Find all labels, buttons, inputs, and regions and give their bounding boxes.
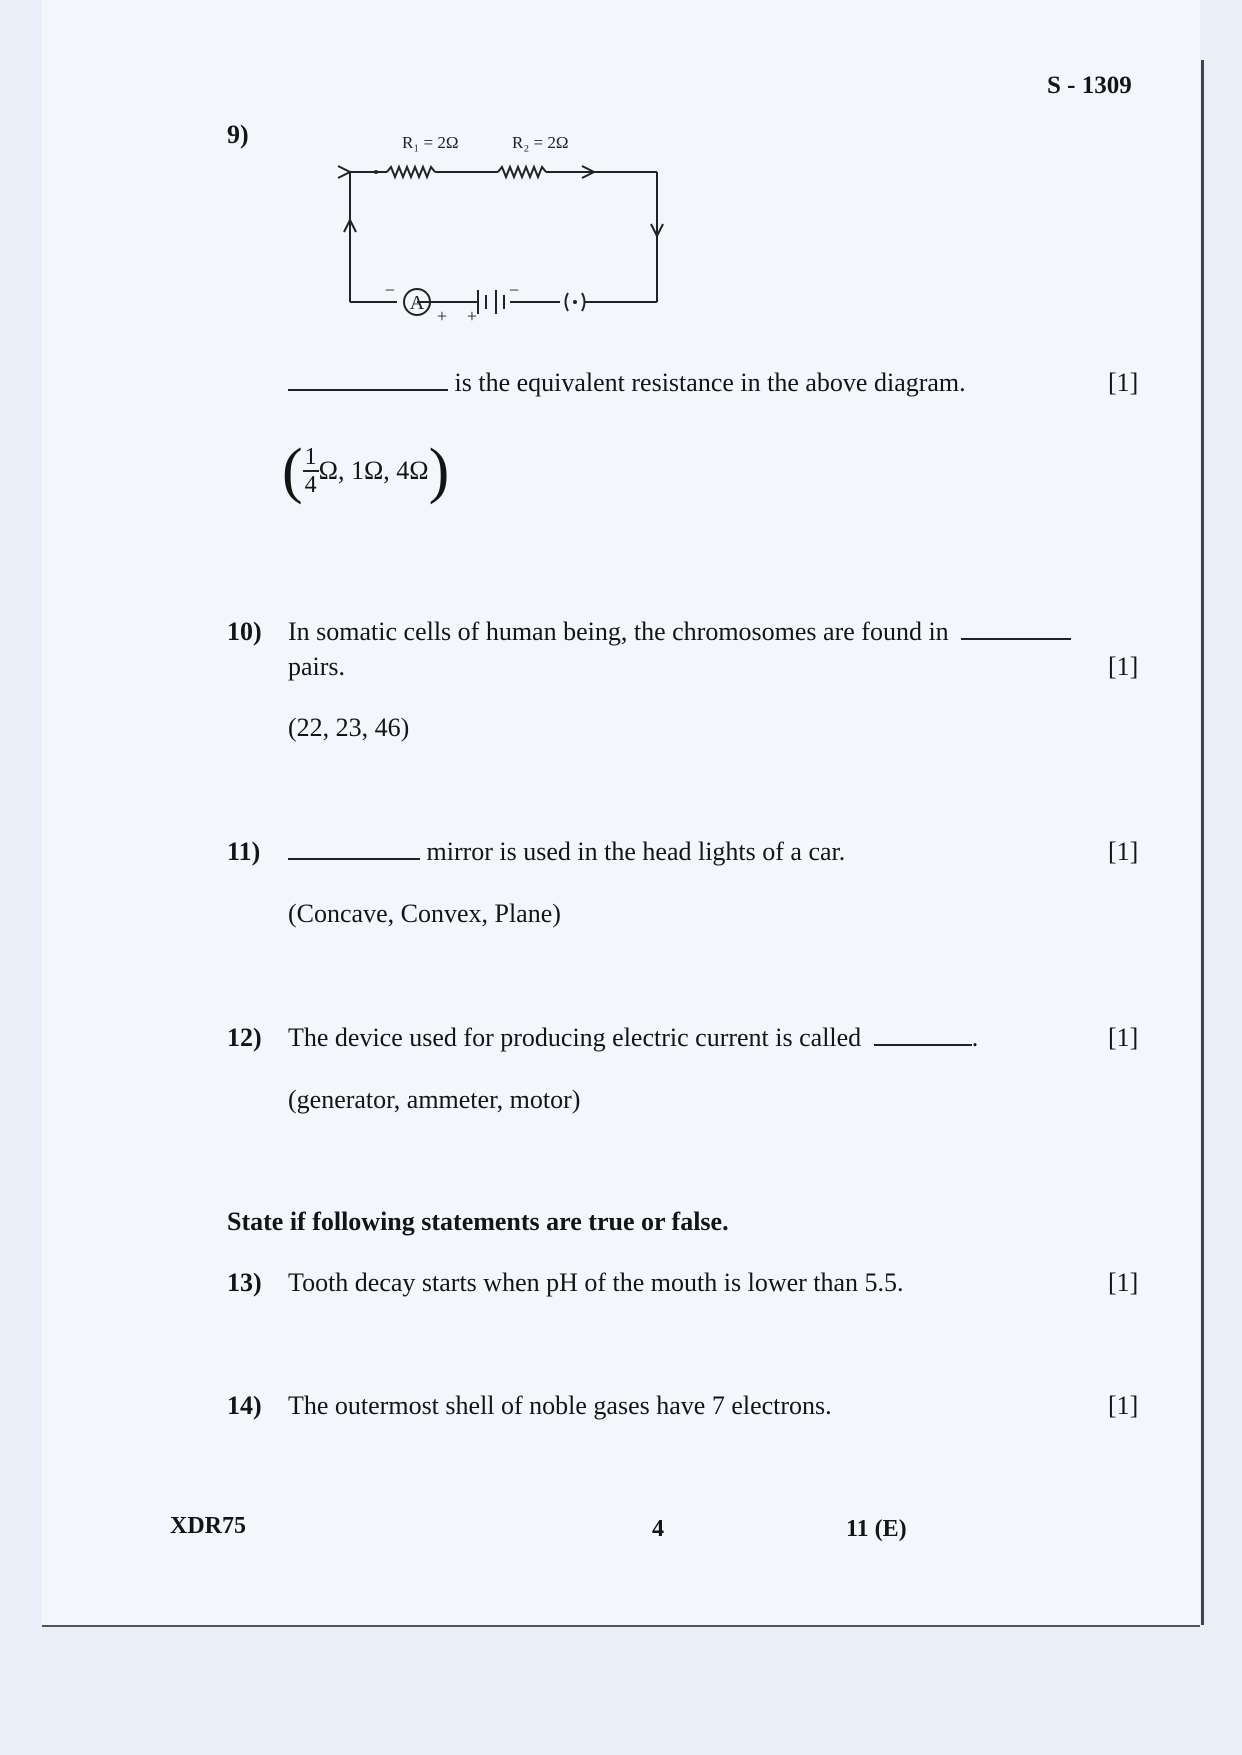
q10-mark: [1] — [1108, 652, 1139, 681]
q10-choices: (22, 23, 46) — [288, 713, 410, 742]
q12-mark: [1] — [1108, 1023, 1139, 1052]
q12-number: 12) — [227, 1023, 262, 1052]
battery-minus: − — [508, 280, 520, 300]
q12-text: The device used for producing electric current is called — [288, 1023, 862, 1052]
q10-number: 10) — [227, 617, 262, 646]
q10-blank — [961, 618, 1071, 640]
q12-blank — [874, 1024, 972, 1046]
right-paren: ) — [428, 437, 450, 505]
q12-question — [288, 1023, 978, 1053]
fraction-numerator: 1 — [304, 444, 317, 470]
fraction — [303, 444, 319, 498]
q9-mark: [1] — [1108, 368, 1139, 397]
q9-choices — [282, 437, 450, 505]
q14-number: 14) — [227, 1391, 262, 1420]
q9-number: 9) — [227, 120, 249, 149]
q11-text: mirror is used in the head lights of a car. — [426, 837, 846, 866]
q14-text: The outermost shell of noble gases have 7 electrons. — [288, 1391, 832, 1420]
ammeter-plus: + — [436, 306, 448, 326]
ammeter-minus: − — [384, 280, 396, 300]
q11-number: 11) — [227, 837, 261, 866]
q14-mark: [1] — [1108, 1391, 1139, 1420]
q13-mark: [1] — [1108, 1268, 1139, 1297]
q12-choices: (generator, ammeter, motor) — [288, 1085, 581, 1114]
left-paren: ( — [282, 437, 303, 505]
q13-text: Tooth decay starts when pH of the mouth is lower than 5.5. — [288, 1268, 904, 1297]
page-number: 4 — [652, 1516, 664, 1542]
paper-code: S - 1309 — [1047, 72, 1132, 99]
footer-version: 11 (E) — [846, 1516, 907, 1542]
ammeter-label: A — [409, 292, 425, 314]
q13-number: 13) — [227, 1268, 262, 1297]
r2-label: R₂ = 2Ω — [512, 133, 569, 152]
q9-blank — [288, 369, 448, 391]
choice-values: Ω, 1Ω, 4Ω — [318, 456, 429, 485]
r1-label: R₁ = 2Ω — [402, 133, 459, 152]
fraction-denominator: 4 — [304, 472, 317, 498]
q11-choices: (Concave, Convex, Plane) — [288, 899, 561, 928]
q11-blank — [288, 838, 420, 860]
q11-mark: [1] — [1108, 837, 1139, 866]
footer-code: XDR75 — [170, 1513, 246, 1539]
q9-text: is the equivalent resistance in the above diagram. — [454, 368, 966, 397]
battery-plus: + — [466, 306, 478, 326]
q11-question — [288, 837, 845, 867]
q10-text-line1: In somatic cells of human being, the chromosomes are found in — [288, 617, 949, 646]
section-heading: State if following statements are true or false. — [227, 1207, 729, 1236]
q12-period: . — [971, 1023, 979, 1052]
circuit-diagram — [302, 130, 682, 326]
exam-page — [42, 0, 1200, 1627]
q10-text-line2: pairs. — [288, 652, 346, 681]
q10-question — [288, 617, 1071, 647]
q9-question — [288, 368, 966, 398]
